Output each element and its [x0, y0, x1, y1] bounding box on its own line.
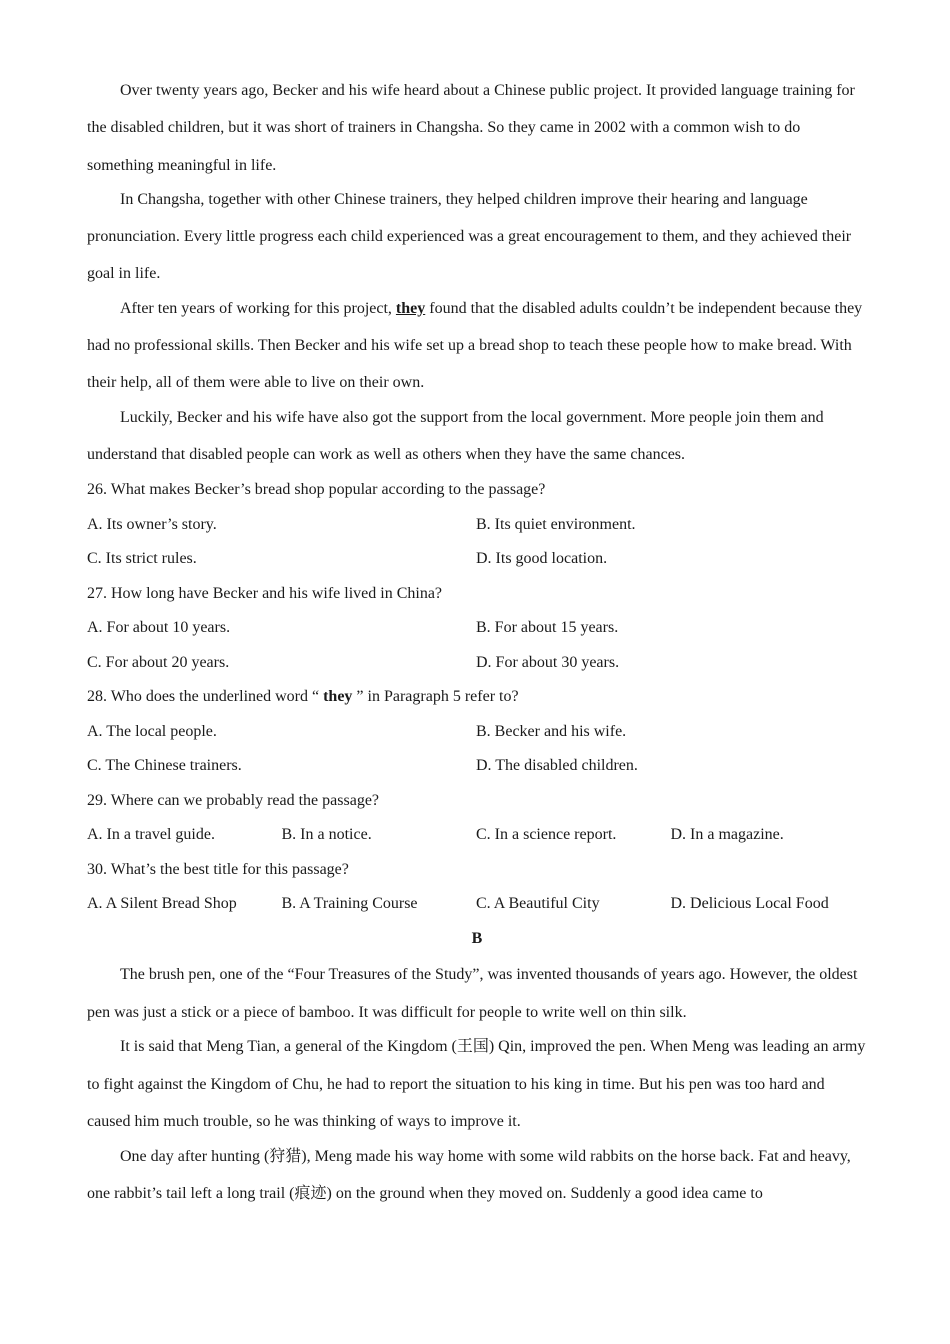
- q26-option-b: B. Its quiet environment.: [476, 515, 636, 533]
- q30-option-c: C. A Beautiful City: [476, 895, 600, 913]
- passage-a-paragraph-3: [87, 290, 867, 402]
- section-b-heading: B: [471, 929, 483, 947]
- question-27-options-row-1: [87, 611, 867, 646]
- question-26: 26. What makes Becker’s bread shop popular according to the passage?: [87, 481, 546, 499]
- q26-option-c: C. Its strict rules.: [87, 550, 197, 568]
- question-30: 30. What’s the best title for this passage?: [87, 860, 349, 878]
- question-28: [87, 680, 867, 715]
- document-page: [87, 72, 867, 1213]
- q30-option-a: A. A Silent Bread Shop: [87, 895, 237, 913]
- passage-a-paragraph-4: Luckily, Becker and his wife have also got the support from the local government. More people join them and understand that disabled people can work as well as others when they have the same chances.: [87, 408, 824, 463]
- passage-a-paragraph-2: In Changsha, together with other Chinese trainers, they helped children improve their hearing and language pronunciation. Every little progress each child experienced was a great encouragement to them, and they achieved their goal in life.: [87, 190, 852, 283]
- passage-b-paragraph-2: It is said that Meng Tian, a general of the Kingdom (王国) Qin, improved the pen. When Meng was leading an army to fight against the Kingdom of Chu, he had to report the situation to his king in time. But his pen was too hard and caused him much trouble, so he was thinking of ways to improve it.: [87, 1038, 866, 1131]
- question-28-options-row-2: [87, 749, 867, 784]
- q28-option-c: C. The Chinese trainers.: [87, 757, 242, 775]
- question-28-options-row-1: [87, 715, 867, 750]
- q26-option-a: A. Its owner’s story.: [87, 515, 217, 533]
- paragraph-3-text-before: After ten years of working for this project,: [120, 299, 396, 317]
- q28-option-b: B. Becker and his wife.: [476, 722, 627, 740]
- paragraph-3-text-after: found that the disabled adults couldn’t be independent because they had no professional skills. Then Becker and his wife set up a bread shop to teach these people how to make bread. With their help, all of them were able to live on their own.: [87, 299, 863, 392]
- q28-option-a: A. The local people.: [87, 722, 217, 740]
- q28-text-after: ” in Paragraph 5 refer to?: [352, 688, 519, 706]
- q28-option-d: D. The disabled children.: [476, 757, 638, 775]
- q27-option-a: A. For about 10 years.: [87, 619, 231, 637]
- q30-option-d: D. Delicious Local Food: [670, 895, 829, 913]
- passage-b-paragraph-1: The brush pen, one of the “Four Treasures of the Study”, was invented thousands of years ago. However, the oldest pen was just a stick or a piece of bamboo. It was difficult for people to write well on thin silk.: [87, 966, 858, 1021]
- passage-b-paragraph-3: One day after hunting (狩猎), Meng made his way home with some wild rabbits on the horse back. Fat and heavy, one rabbit’s tail left a long trail (痕迹) on the ground when they moved on. Suddenly a good idea came to: [87, 1147, 851, 1203]
- q29-option-b: B. In a notice.: [281, 826, 372, 844]
- q30-option-b: B. A Training Course: [281, 895, 418, 913]
- question-27: 27. How long have Becker and his wife lived in China?: [87, 584, 443, 602]
- q27-option-c: C. For about 20 years.: [87, 653, 230, 671]
- q29-option-c: C. In a science report.: [476, 826, 617, 844]
- question-29: 29. Where can we probably read the passage?: [87, 791, 380, 809]
- question-27-options-row-2: [87, 646, 867, 681]
- q28-text-before: 28. Who does the underlined word “: [87, 688, 324, 706]
- q26-option-d: D. Its good location.: [476, 550, 608, 568]
- question-26-options-row-1: [87, 508, 867, 543]
- section-b-passage: [87, 956, 867, 1213]
- q27-option-d: D. For about 30 years.: [476, 653, 620, 671]
- question-30-options: [87, 887, 867, 922]
- question-29-options: [87, 818, 867, 853]
- q27-option-b: B. For about 15 years.: [476, 619, 619, 637]
- q29-option-d: D. In a magazine.: [670, 826, 784, 844]
- q28-bold-word: they: [323, 688, 353, 706]
- underlined-word-they: they: [395, 299, 426, 317]
- question-26-options-row-2: [87, 542, 867, 577]
- q29-option-a: A. In a travel guide.: [87, 826, 215, 844]
- passage-a-paragraph-1: Over twenty years ago, Becker and his wife heard about a Chinese public project. It provided language training for the disabled children, but it was short of trainers in Changsha. So they came in 2002 with a common wish to do something meaningful in life.: [87, 82, 855, 174]
